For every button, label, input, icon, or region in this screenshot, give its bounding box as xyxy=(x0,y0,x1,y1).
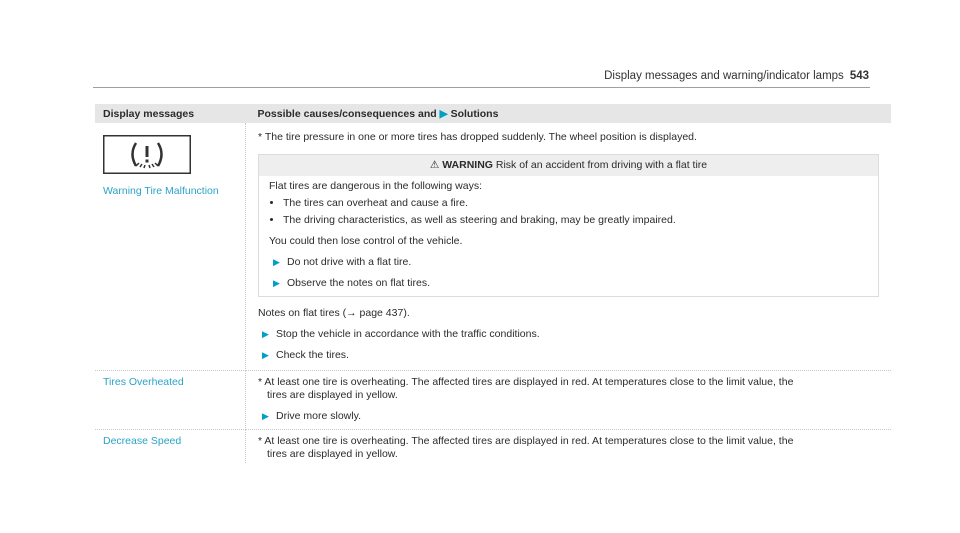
step-item: ▶ Observe the notes on flat tires. xyxy=(273,277,430,289)
message-decrease-speed: Decrease Speed xyxy=(103,435,182,447)
warning-header: ⚠ WARNING Risk of an accident from driving with a flat tire xyxy=(259,155,878,176)
table-row: Decrease Speed * At least one tire is overheating. The affected tires are displayed in red. At temperatures close to the limit value, the tires are displayed in yellow. xyxy=(95,430,891,464)
page-number: 543 xyxy=(849,70,869,82)
step-item: ▶ Drive more slowly. xyxy=(262,410,361,422)
arrow-icon: ▶ xyxy=(262,329,269,339)
arrow-icon: ▶ xyxy=(439,107,448,120)
table-header-row xyxy=(95,104,891,123)
messages-table xyxy=(95,104,891,463)
running-header xyxy=(604,70,869,82)
warning-triangle-icon: ⚠ xyxy=(429,159,440,171)
cause-text: * The tire pressure in one or more tires has dropped suddenly. The wheel position is displayed. xyxy=(258,131,697,143)
step-item: ▶ Do not drive with a flat tire. xyxy=(273,256,412,268)
arrow-icon: ▶ xyxy=(273,257,280,267)
arrow-icon: ▶ xyxy=(262,350,269,360)
arrow-icon: ▶ xyxy=(262,411,269,421)
list-item: • The tires can overheat and cause a fire. xyxy=(283,197,868,210)
step-item: ▶ Stop the vehicle in accordance with the traffic conditions. xyxy=(262,328,540,340)
tire-pressure-warning-icon xyxy=(103,135,191,174)
message-tires-overheated: Tires Overheated xyxy=(103,376,184,388)
arrow-icon: ▶ xyxy=(273,278,280,288)
table-row xyxy=(95,123,891,371)
message-warning-tire-malfunction: Warning Tire Malfunction xyxy=(103,185,219,197)
notes-link-text: Notes on flat tires (→ page 437). xyxy=(258,307,410,319)
col-display-messages: Display messages xyxy=(95,104,246,123)
col-causes-solutions: Possible causes/consequences and ▶ Solutions xyxy=(246,104,892,123)
step-item: ▶ Check the tires. xyxy=(262,349,349,361)
warning-list xyxy=(269,197,868,227)
list-item: • The driving characteristics, as well as steering and braking, may be greatly impaired. xyxy=(283,214,868,227)
table-row: Tires Overheated * At least one tire is overheating. The affected tires are displayed in red. At temperatures close to the limit value, the tires are displayed in yellow. ▶ Drive more slowly. xyxy=(95,371,891,430)
warning-box: ⚠ WARNING Risk of an accident from driving with a flat tire Flat tires are dangerous in the following ways: • The tires can overheat and cause a fire. • The driving characteristics, as well as steering and braking, may be greatly impaired. You could then lose control of the vehicle. ▶ Do not drive with a flat tire. ▶ Observe the notes on flat tires. xyxy=(258,154,879,297)
header-title: Display messages and warning/indicator lamps xyxy=(604,70,844,82)
header-rule xyxy=(93,87,870,88)
